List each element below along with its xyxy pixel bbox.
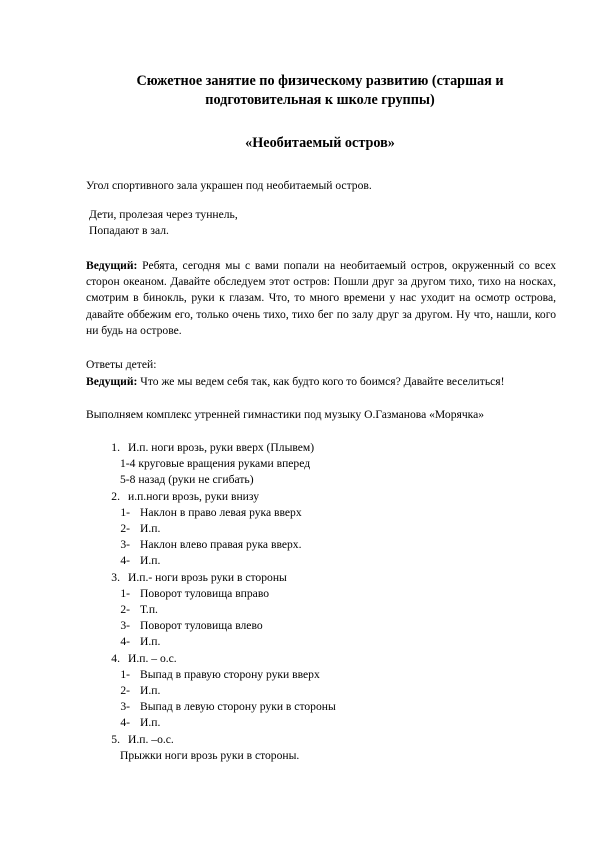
exercise-step	[86, 537, 556, 553]
exercise-header	[86, 440, 556, 456]
exercise-step	[86, 699, 556, 715]
step-number: 3-	[120, 538, 130, 552]
host-paragraph-2	[86, 374, 556, 390]
exercise-item	[86, 651, 556, 732]
intro-paragraph: Угол спортивного зала украшен под необитаемый остров.	[86, 179, 372, 192]
answers-line: Ответы детей:	[86, 358, 157, 371]
step-number: 4-	[120, 716, 130, 730]
document-subtitle: «Необитаемый остров»	[245, 135, 395, 151]
step-text: Т.п.	[140, 603, 158, 617]
exercise-note: 1-4 круговые вращения руками вперед	[120, 457, 311, 471]
complex-paragraph: Выполняем комплекс утренней гимнастики под музыку О.Газманова «Морячка»	[86, 408, 485, 421]
exercise-title: И.п. –о.с.	[128, 732, 174, 746]
exercise-number: 3.	[111, 570, 120, 584]
step-text: И.п.	[140, 554, 161, 568]
exercise-header	[86, 651, 556, 667]
exercise-item	[86, 489, 556, 570]
kids-line-1: Дети, пролезая через туннель,	[89, 208, 238, 221]
exercise-title: И.п. ноги врозь, руки вверх (Плывем)	[128, 441, 315, 454]
exercise-step	[86, 667, 556, 683]
step-text: И.п.	[140, 716, 161, 730]
step-number: 1-	[120, 586, 130, 600]
step-text: Выпад в левую сторону руки в стороны	[140, 700, 336, 714]
step-number: 2-	[120, 684, 130, 698]
step-number: 1-	[120, 505, 130, 519]
exercise-step	[86, 634, 556, 650]
exercise-title: и.п.ноги врозь, руки внизу	[128, 489, 259, 503]
step-number: 3-	[120, 619, 130, 633]
exercise-step	[86, 715, 556, 731]
step-text: И.п.	[140, 635, 161, 649]
exercise-number: 1.	[111, 441, 120, 454]
exercise-header	[86, 732, 556, 748]
exercise-header	[86, 570, 556, 586]
step-text: Наклон в право левая рука вверх	[140, 505, 302, 519]
host-paragraph	[86, 258, 556, 339]
step-text: И.п.	[140, 684, 161, 698]
exercise-item	[86, 440, 556, 489]
exercise-list	[86, 440, 556, 764]
step-text: Наклон влево правая рука вверх.	[140, 538, 302, 552]
exercise-step	[86, 553, 556, 569]
exercise-header	[86, 489, 556, 505]
host-label: Ведущий:	[86, 259, 138, 272]
exercise-item	[86, 570, 556, 651]
exercise-step	[86, 602, 556, 618]
step-number: 2-	[120, 603, 130, 617]
exercise-title: И.п. – о.с.	[128, 651, 177, 665]
document-title	[70, 72, 570, 110]
host-text: Ребята, сегодня мы с вами попали на необитаемый остров, окруженный со всех сторон океаном. Давайте обследуем этот остров: Пошли друг за другом тихо, тихо на носках, смотрим в бинокль, руки к глазам. Что, то много времени у нас уходит на осмотр острова, давайте оббежим его, только очень тихо, тихо бег по залу друг за другом. Ну что, нашли, кого ни будь на острове.	[86, 259, 556, 337]
exercise-step	[86, 683, 556, 699]
exercise-title: И.п.- ноги врозь руки в стороны	[128, 570, 287, 584]
host-label-2: Ведущий:	[86, 375, 138, 388]
step-text: И.п.	[140, 522, 161, 536]
step-text: Поворот туловища влево	[140, 619, 263, 633]
exercise-step	[86, 521, 556, 537]
exercise-note: Прыжки ноги врозь руки в стороны.	[120, 748, 300, 762]
step-number: 1-	[120, 667, 130, 681]
step-number: 2-	[120, 522, 130, 536]
exercise-step	[86, 505, 556, 521]
exercise-number: 5.	[111, 732, 120, 746]
exercise-number: 4.	[111, 651, 120, 665]
kids-paragraph	[89, 207, 559, 239]
title-line-1: Сюжетное занятие по физическому развитию (старшая и	[136, 73, 504, 89]
exercise-item	[86, 732, 556, 764]
kids-line-2: Попадают в зал.	[89, 224, 169, 238]
exercise-note: 5-8 назад (руки не сгибать)	[120, 473, 254, 487]
exercise-number: 2.	[111, 489, 120, 503]
exercise-step	[86, 618, 556, 634]
step-number: 4-	[120, 554, 130, 568]
host-text-2: Что же мы ведем себя так, как будто кого то боимся? Давайте веселиться!	[137, 375, 505, 388]
exercise-step	[86, 586, 556, 602]
step-text: Поворот туловища вправо	[140, 586, 270, 600]
title-line-2: подготовительная к школе группы)	[205, 92, 435, 108]
step-number: 3-	[120, 700, 130, 714]
step-number: 4-	[120, 635, 130, 649]
step-text: Выпад в правую сторону руки вверх	[140, 667, 320, 681]
